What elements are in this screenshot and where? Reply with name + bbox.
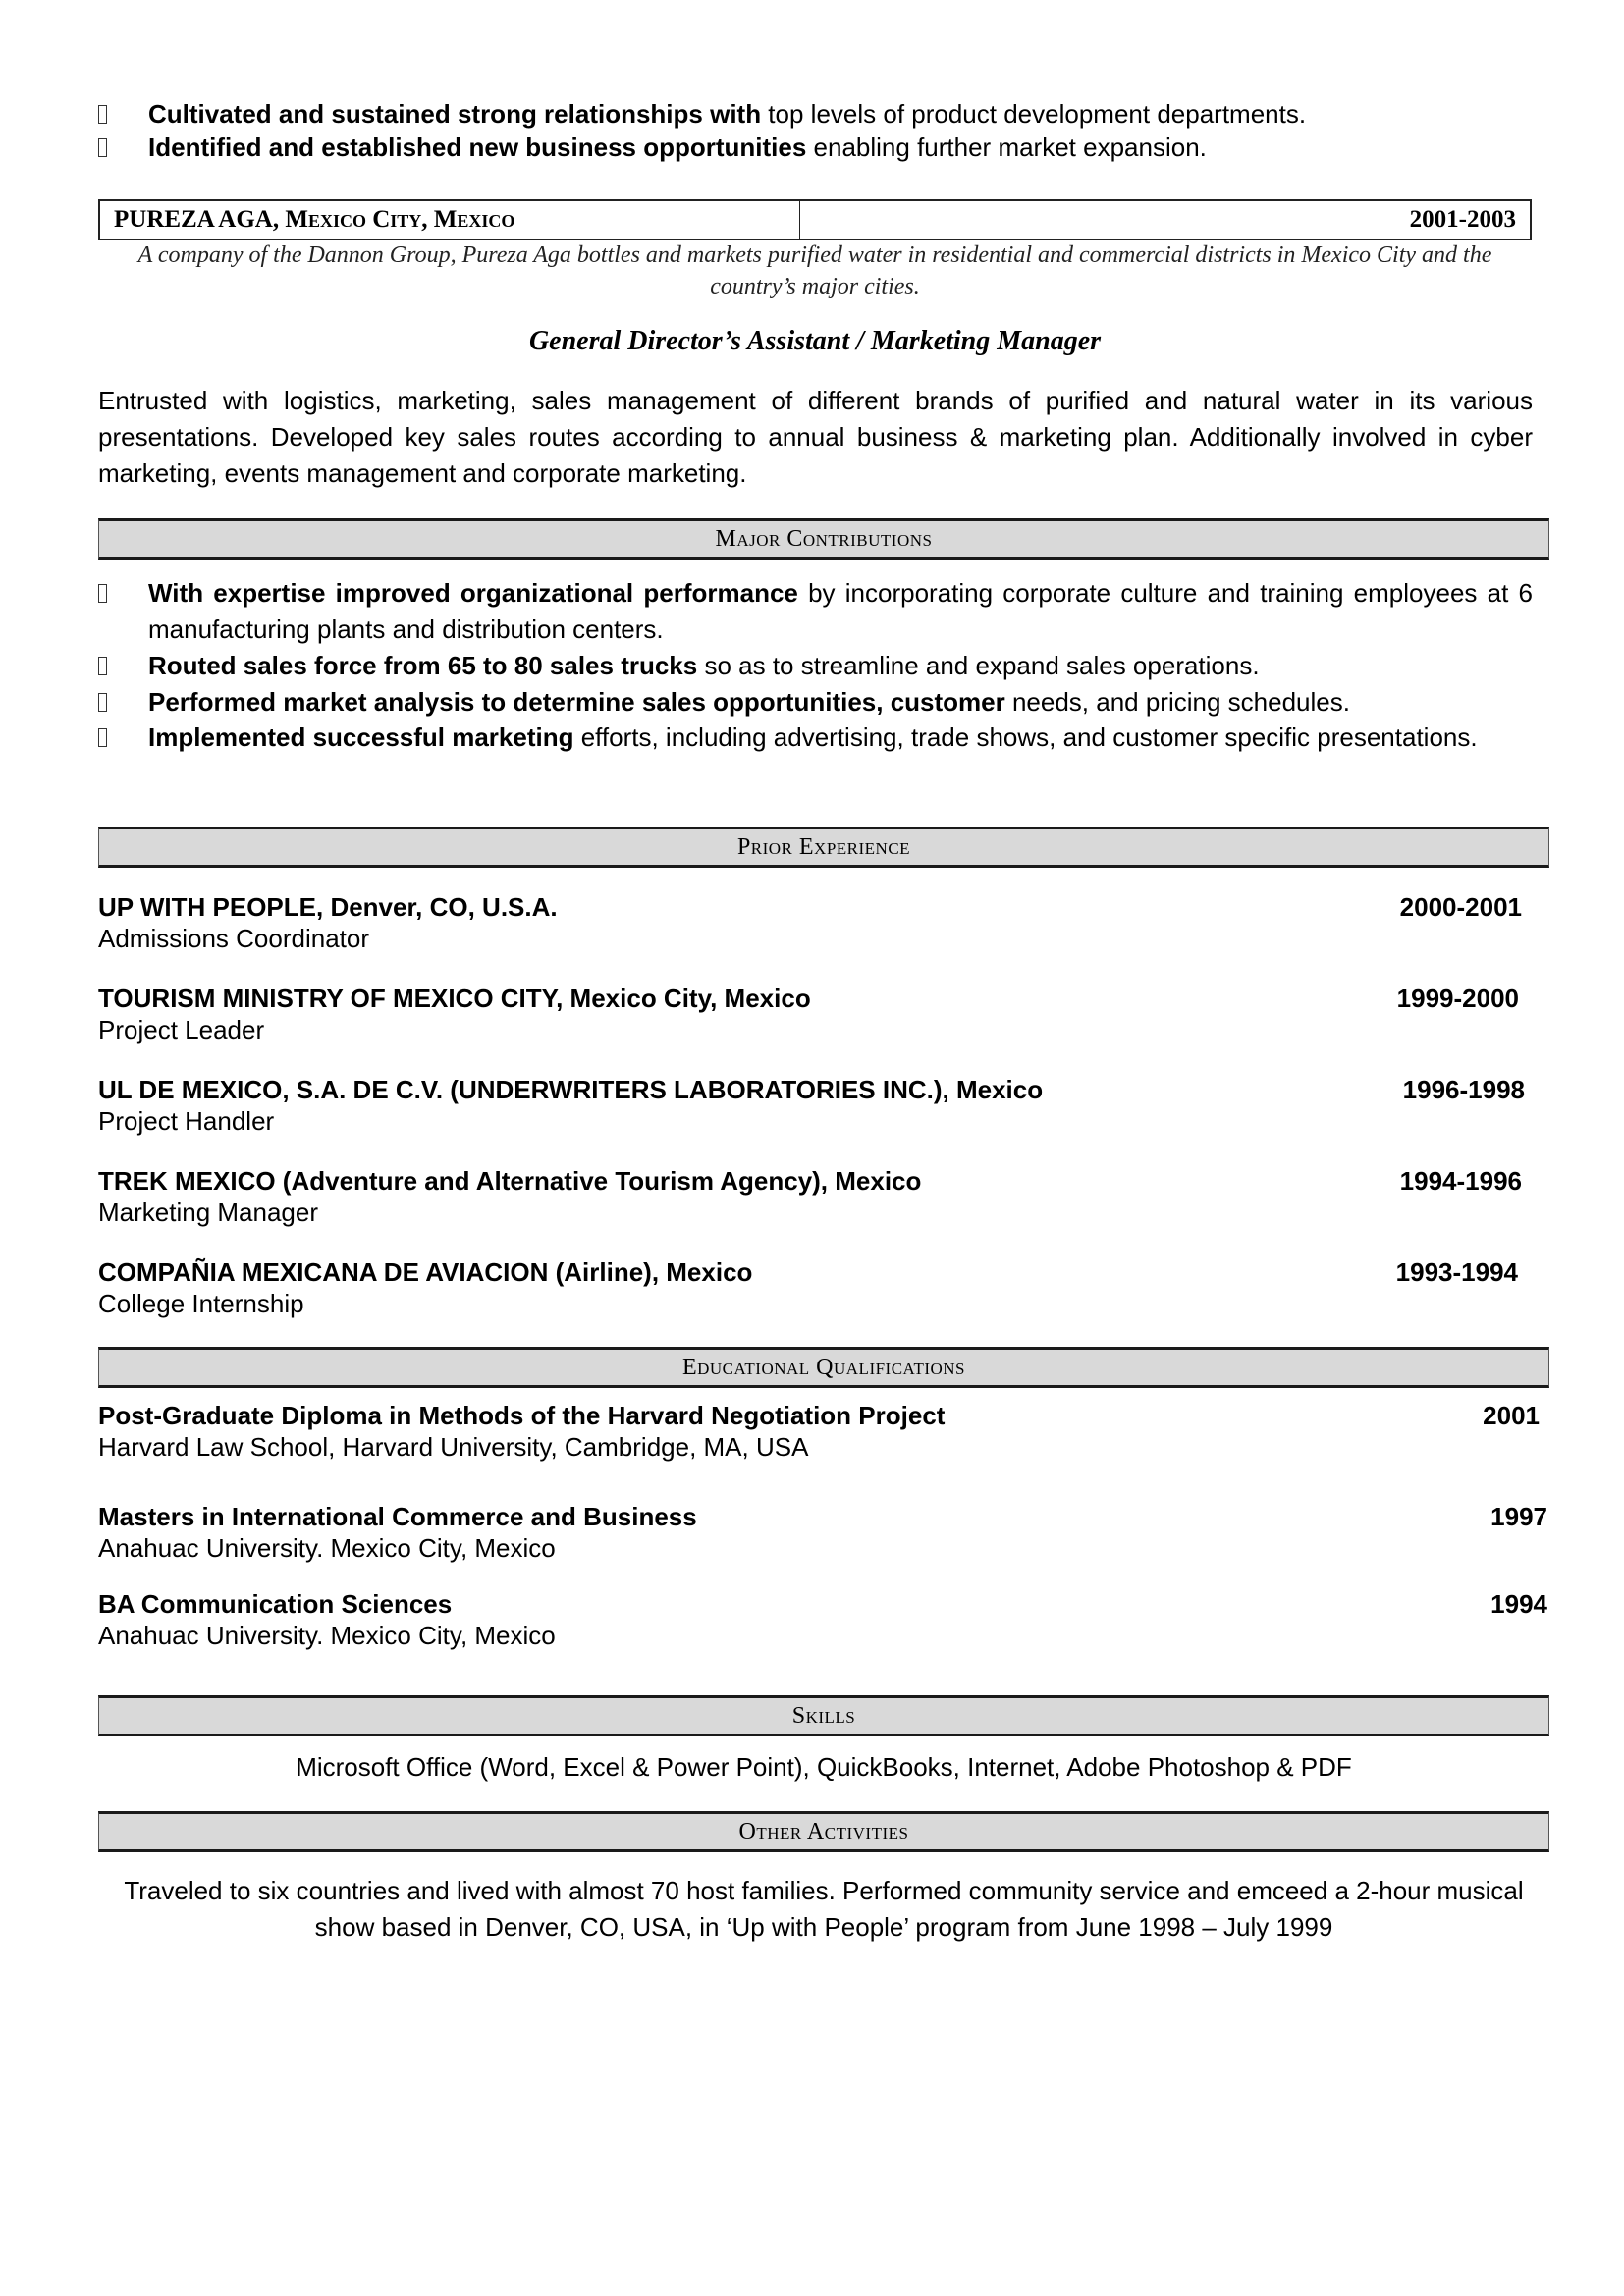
list-item (98, 720, 1533, 756)
education-year: 1997 (1490, 1502, 1547, 1531)
experience-role: Admissions Coordinator (98, 924, 370, 953)
education-year: 2001 (1483, 1401, 1540, 1430)
list-item (98, 684, 1533, 721)
experience-org: UP WITH PEOPLE, Denver, CO, U.S.A. (98, 892, 558, 922)
experience-dates: 2000-2001 (1399, 892, 1522, 922)
bullet-bold: Performed market analysis to determine sales opportunities, customer (148, 687, 1005, 717)
section-heading-education: Educational Qualifications (98, 1347, 1549, 1388)
education-entry (98, 1501, 1547, 1564)
experience-org: COMPAÑIA MEXICANA DE AVIACION (Airline), Mexico (98, 1257, 753, 1287)
experience-dates: 1993-1994 (1395, 1257, 1518, 1287)
bullet-bold: Identified and established new business opportunities (148, 133, 807, 162)
list-item (98, 648, 1533, 684)
section-heading-skills: Skills (98, 1695, 1549, 1736)
bullet-bold: Routed sales force from 65 to 80 sales trucks (148, 651, 698, 680)
bullet-text: needs, and pricing schedules. (1004, 687, 1350, 717)
list-item (98, 575, 1533, 648)
experience-org: TREK MEXICO (Adventure and Alternative Tourism Agency), Mexico (98, 1166, 922, 1196)
employer-name-cell (100, 201, 800, 239)
experience-dates: 1994-1996 (1399, 1166, 1522, 1196)
bullet-bold: Implemented successful marketing (148, 722, 574, 752)
section-heading-major-contributions: Major Contributions (98, 518, 1549, 560)
other-activities-text: Traveled to six countries and lived with almost 70 host families. Performed community service and emceed a 2-hour musical show based in Denver, CO, USA, in ‘Up with People’ program from June 1998 – July 1999 (124, 1876, 1524, 1942)
bullet-icon (98, 657, 107, 675)
bullet-text: so as to streamline and expand sales operations. (697, 651, 1260, 680)
experience-dates: 1996-1998 (1402, 1075, 1525, 1104)
bullet-icon (98, 584, 107, 603)
experience-org: UL DE MEXICO, S.A. DE C.V. (UNDERWRITERS LABORATORIES INC.), Mexico (98, 1075, 1044, 1104)
experience-entry (98, 891, 1522, 954)
education-school: Harvard Law School, Harvard University, Cambridge, MA, USA (98, 1432, 809, 1462)
bullet-text: enabling further market expansion. (806, 133, 1207, 162)
skills-text: Microsoft Office (Word, Excel & Power Point), QuickBooks, Internet, Adobe Photoshop & PDF (296, 1752, 1352, 1782)
experience-entry (98, 983, 1522, 1045)
experience-entry (98, 1256, 1522, 1319)
bullet-icon (98, 138, 107, 157)
employer-name: PUREZA AGA, (114, 206, 280, 233)
bullet-icon (98, 728, 107, 747)
section-heading-other-activities: Other Activities (98, 1811, 1549, 1852)
experience-role: Project Leader (98, 1015, 265, 1044)
education-entry (98, 1588, 1547, 1651)
job-summary: Entrusted with logistics, marketing, sales management of different brands of purified and natural water in its various presentations. Developed key sales routes according to annual business & marketing plan. Additionally involved in cyber marketing, events management and corporate marketing. (98, 386, 1533, 488)
employer-description: A company of the Dannon Group, Pureza Aga bottles and markets purified water in residential and commercial districts in Mexico City and the country’s major cities. (137, 242, 1492, 299)
education-school: Anahuac University. Mexico City, Mexico (98, 1621, 556, 1650)
job-title: General Director’s Assistant / Marketing Manager (528, 326, 1102, 356)
education-degree: BA Communication Sciences (98, 1589, 453, 1619)
experience-dates: 1999-2000 (1396, 984, 1519, 1013)
bullet-text: top levels of product development departments. (761, 99, 1307, 129)
bullet-text: by incorporating corporate culture and training employees at 6 manufacturing plants and distribution centers. (148, 578, 1533, 644)
bullet-icon (98, 693, 107, 712)
experience-org: TOURISM MINISTRY OF MEXICO CITY, Mexico City, Mexico (98, 984, 811, 1013)
bullet-bold: Cultivated and sustained strong relationships with (148, 99, 762, 129)
education-degree: Post-Graduate Diploma in Methods of the Harvard Negotiation Project (98, 1401, 946, 1430)
bullet-icon (98, 105, 107, 124)
employer-table (98, 199, 1532, 240)
experience-role: Marketing Manager (98, 1198, 318, 1227)
list-item (98, 96, 1533, 133)
bullet-text: efforts, including advertising, trade shows, and customer specific presentations. (573, 722, 1478, 752)
education-year: 1994 (1490, 1589, 1547, 1619)
education-school: Anahuac University. Mexico City, Mexico (98, 1533, 556, 1563)
experience-role: Project Handler (98, 1106, 275, 1136)
section-heading-prior-experience: Prior Experience (98, 827, 1549, 868)
education-entry (98, 1400, 1547, 1463)
experience-role: College Internship (98, 1289, 304, 1318)
employer-dates: 2001-2003 (1409, 206, 1516, 233)
education-degree: Masters in International Commerce and Business (98, 1502, 697, 1531)
employer-location: Mexico City, Mexico (285, 206, 515, 233)
bullet-bold: With expertise improved organizational performance (148, 578, 798, 608)
experience-entry (98, 1074, 1525, 1137)
experience-entry (98, 1165, 1522, 1228)
list-item (98, 130, 1533, 166)
